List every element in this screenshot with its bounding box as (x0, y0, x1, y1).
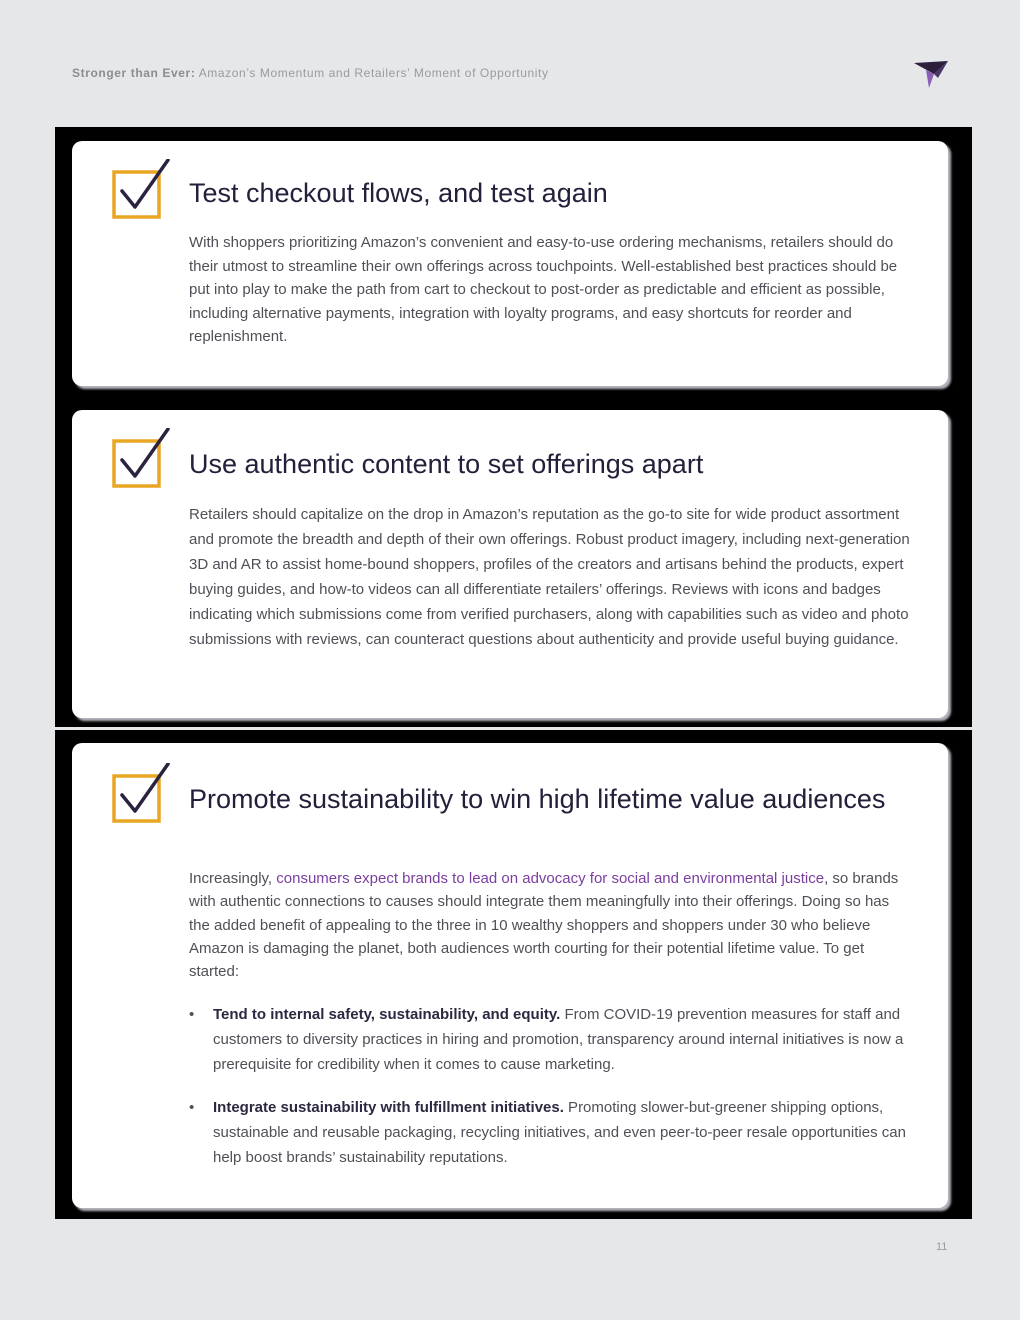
checkbox-checked-icon (112, 763, 170, 825)
advocacy-link[interactable]: consumers expect brands to lead on advocacy for social and environmental justice (276, 870, 825, 887)
bullet-icon: • (189, 1099, 195, 1116)
card-body: With shoppers prioritizing Amazon’s convenient and easy-to-use ordering mechanisms, retailers should do their utmost to streamline their own offerings across touchpoints. Well-established best practices should be put into play to make the path from cart to checkout to post-order as predictable and efficient as possible, including alternative payments, integration with loyalty programs, and easy shortcuts for reorder and replenishment. (189, 234, 898, 345)
card-title: Test checkout flows, and test again (189, 178, 608, 208)
card-title: Promote sustainability to win high lifetime value audiences (189, 784, 886, 814)
body-prefix: Increasingly, (189, 870, 277, 887)
checkbox-checked-icon (112, 159, 170, 221)
header-title-rest: Amazon’s Momentum and Retailers’ Moment of Opportunity (195, 66, 549, 80)
bullet-text: Promoting slower-but-greener shipping options, sustainable and reusable packaging, recycling initiatives, and even peer-to-peer resale opportunities can help boost brands’ sustainability reputations. (213, 1099, 906, 1166)
card-title: Use authentic content to set offerings apart (189, 449, 704, 479)
card-body (189, 867, 911, 983)
bullet-lead: Integrate sustainability with fulfillment initiatives. (213, 1099, 564, 1116)
body-suffix: , so brands with authentic connections to causes should integrate them meaningfully into their offerings. Doing so has the added benefit of appealing to the three in 10 wealthy shoppers and shoppers under 30 who believe Amazon is damaging the planet, both audiences worth courting for their potential lifetime value. To get started: (189, 870, 899, 981)
tip-card-sustainability (72, 743, 948, 1208)
card-body: Retailers should capitalize on the drop in Amazon’s reputation as the go-to site for wide product assortment and promote the breadth and depth of their own offerings. Robust product imagery, including next-generation 3D and AR to assist home-bound shoppers, profiles of the creators and artisans behind the products, expert buying guides, and how-to videos can all differentiate retailers’ offerings. Reviews with icons and badges indicating which submissions come from verified purchasers, along with capabilities such as video and photo submissions with reviews, can counteract questions about authenticity and provide useful buying guidance. (189, 506, 910, 648)
document-header (72, 66, 549, 80)
page-number: 11 (936, 1241, 948, 1253)
list-item (189, 1095, 911, 1170)
bullet-icon: • (189, 1006, 195, 1023)
checkbox-checked-icon (112, 428, 170, 490)
bullet-text: From COVID-19 prevention measures for staff and customers to diversity practices in hiring and promotion, transparency around internal initiatives is now a prerequisite for credibility when it comes to cause marketing. (213, 1006, 904, 1073)
list-item (189, 1002, 911, 1077)
tip-card-checkout (72, 141, 948, 386)
bullet-list (189, 1002, 911, 1188)
arrow-logo-icon (912, 60, 950, 90)
tip-card-content (72, 410, 948, 718)
header-title-bold: Stronger than Ever: (72, 66, 196, 80)
bullet-lead: Tend to internal safety, sustainability, and equity. (213, 1006, 561, 1023)
